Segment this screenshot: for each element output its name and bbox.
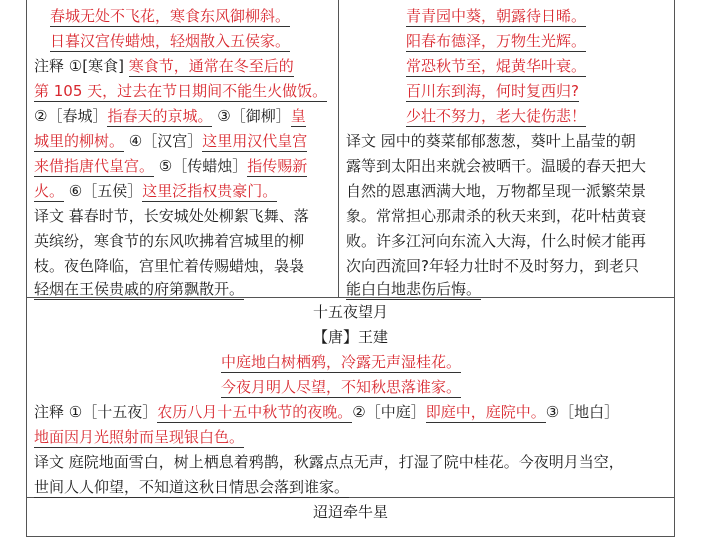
note-text: 指春天的京城。 bbox=[107, 107, 213, 125]
translation-line: 能白白地悲伤后悔。 bbox=[346, 280, 482, 298]
note-text: 皇 bbox=[290, 107, 306, 125]
right-verse-line: 阳春布德泽，万物生光辉。 bbox=[406, 32, 587, 50]
note-key: ⑤［传蜡烛］ bbox=[158, 157, 248, 175]
note-text: 火。 bbox=[34, 182, 65, 200]
note-key: ②［春城］ bbox=[34, 107, 108, 125]
note-text: 城里的柳树。 bbox=[34, 132, 125, 150]
note-key: ①［十五夜］ bbox=[68, 403, 158, 421]
translation-line: 枝。夜色降临，宫里忙着传赐蜡烛，袅袅 bbox=[34, 257, 305, 275]
right-verse-line: 常恐秋节至，焜黄华叶衰。 bbox=[406, 57, 587, 75]
translation-line: 暮春时节，长安城处处柳絮飞舞、落 bbox=[68, 207, 309, 225]
note-key: ①[寒食] bbox=[68, 57, 124, 75]
note-text: 这里用汉代皇宫 bbox=[202, 132, 308, 150]
translation-line: 世间人人仰望，不知道这秋日情思会落到谁家。 bbox=[34, 478, 350, 496]
translation-line: 次向西流回?年轻力壮时不及时努力，到老只 bbox=[346, 257, 639, 275]
notes-label: 注释 bbox=[34, 403, 65, 421]
note-text: 地面因月光照射而呈现银白色。 bbox=[34, 428, 245, 446]
left-verse-line: 日暮汉宫传蜡烛，轻烟散入五侯家。 bbox=[50, 32, 291, 50]
note-text: 农历八月十五中秋节的夜晚。 bbox=[157, 403, 353, 421]
translation-line: 庭院地面雪白，树上栖息着鸦鹊，秋露点点无声，打湿了院中桂花。今夜明月当空， bbox=[68, 453, 624, 471]
translation-line: 败。许多江河向东流入大海，什么时候才能再 bbox=[346, 232, 647, 250]
note-text: 第 105 天，过去在节日期间不能生火做饭。 bbox=[34, 82, 328, 100]
poem-title: 迢迢牵牛星 bbox=[312, 503, 388, 521]
note-key: ③［地白］ bbox=[545, 403, 620, 421]
right-verse-line: 百川东到海，何时复西归? bbox=[406, 82, 579, 100]
note-text: 这里泛指权贵豪门。 bbox=[142, 182, 278, 200]
translation-line: 露等到太阳出来就会被晒干。温暖的春天把大 bbox=[346, 157, 647, 175]
translation-line: 轻烟在王侯贵戚的府第飘散开。 bbox=[34, 280, 245, 298]
right-verse-line: 青青园中葵，朝露待日晞。 bbox=[406, 7, 587, 25]
translation-line: 园中的葵菜郁郁葱葱，葵叶上晶莹的朝 bbox=[380, 132, 636, 150]
note-text: 指传赐新 bbox=[247, 157, 308, 175]
translation-label: 译文 bbox=[34, 207, 65, 225]
mid-verse-line: 今夜月明人尽望，不知秋思落谁家。 bbox=[221, 378, 462, 396]
translation-label: 译文 bbox=[34, 453, 65, 471]
translation-line: 象。常常担心那肃杀的秋天来到，花叶枯黄衰 bbox=[346, 207, 647, 225]
mid-verse-line: 中庭地白树栖鸦，冷露无声湿桂花。 bbox=[221, 353, 462, 371]
note-key: ⑥［五侯］ bbox=[68, 182, 143, 200]
note-text: 来借指唐代皇宫。 bbox=[34, 157, 155, 175]
poem-author: 【唐】王建 bbox=[312, 328, 388, 346]
translation-line: 自然的恩惠洒满大地，万物都呈现一派繁荣景 bbox=[346, 182, 647, 200]
poem-title: 十五夜望月 bbox=[312, 303, 388, 321]
note-text: 即庭中，庭院中。 bbox=[425, 403, 546, 421]
translation-label: 译文 bbox=[346, 132, 377, 150]
translation-line: 英缤纷，寒食节的东风吹拂着宫城里的柳 bbox=[34, 232, 305, 250]
notes-label: 注释 bbox=[34, 57, 65, 75]
right-verse-line: 少壮不努力，老大徒伤悲！ bbox=[406, 107, 587, 125]
left-verse-line: 春城无处不飞花，寒食东风御柳斜。 bbox=[50, 7, 291, 25]
note-key: ④［汉宫］ bbox=[128, 132, 203, 150]
note-text: 寒食节，通常在冬至后的 bbox=[128, 57, 294, 75]
note-key: ②［中庭］ bbox=[352, 403, 426, 421]
note-key: ③［御柳］ bbox=[217, 107, 291, 125]
